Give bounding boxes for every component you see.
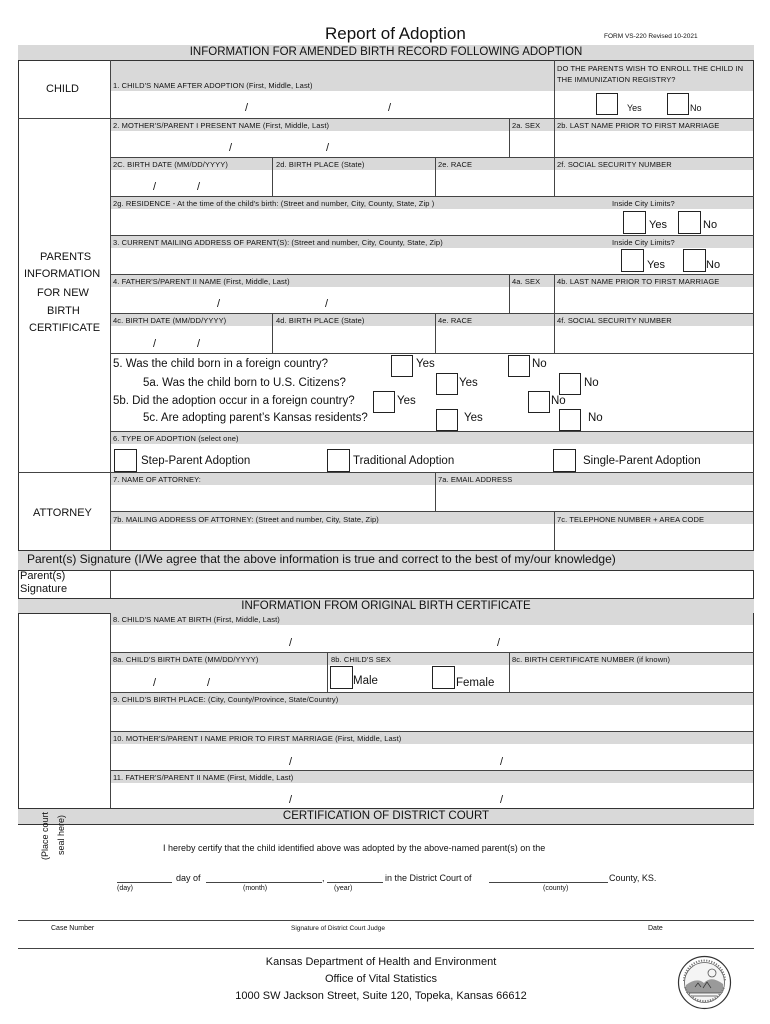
county-ks-text: County, KS. — [609, 873, 657, 883]
field10-label: 10. MOTHER'S/PARENT I NAME PRIOR TO FIRST MARRIAGE (First, Middle, Last) — [113, 734, 402, 743]
field2d-label: 2d. BIRTH PLACE (State) — [276, 160, 365, 169]
field7a-label: 7a. EMAIL ADDRESS — [438, 475, 513, 484]
court-seal-label: seal here) — [56, 814, 66, 855]
immunization-no-label: No — [690, 103, 702, 113]
divider — [272, 314, 273, 353]
male-label: Male — [353, 675, 378, 687]
single-parent-label: Single-Parent Adoption — [583, 455, 701, 467]
residence-city-no-label: No — [703, 219, 718, 231]
slash: / — [500, 794, 504, 806]
slash: / — [217, 298, 221, 310]
slash: / — [197, 338, 201, 350]
slash: / — [289, 794, 293, 806]
divider — [327, 653, 328, 692]
signature-statement: Parent(s) Signature (I/We agree that the above information is true and correct to the best of my/our knowledge) — [27, 552, 616, 566]
blank-year — [327, 882, 383, 883]
divider — [435, 158, 436, 196]
inside-city-label: Inside City Limits? — [612, 199, 675, 208]
section-amended-header: INFORMATION FOR AMENDED BIRTH RECORD FOLLOWING ADOPTION — [18, 45, 754, 61]
bottom-rule — [18, 948, 754, 949]
q5c-yes-label: Yes — [464, 412, 483, 424]
field11-label: 11. FATHER'S/PARENT II NAME (First, Middle, Last) — [113, 773, 294, 782]
q5b-no-label: No — [551, 395, 566, 407]
q5-no-label: No — [532, 358, 547, 370]
footer-office: Office of Vital Statistics — [324, 973, 438, 985]
blank-month — [206, 882, 322, 883]
field4e-label: 4e. RACE — [438, 316, 473, 325]
female-label: Female — [456, 677, 495, 689]
mailing-city-no-checkbox[interactable] — [683, 249, 706, 272]
slash: / — [153, 677, 157, 689]
divider — [435, 314, 436, 353]
day-of-text: day of — [176, 873, 201, 883]
case-number-label: Case Number — [51, 925, 95, 932]
traditional-checkbox[interactable] — [327, 449, 350, 472]
divider — [554, 275, 555, 313]
q5a-no-label: No — [584, 377, 599, 389]
divider — [554, 512, 555, 550]
divider — [435, 473, 436, 511]
field2b-label: 2b. LAST NAME PRIOR TO FIRST MARRIAGE — [557, 121, 720, 130]
slash: / — [153, 338, 157, 350]
slash: / — [245, 102, 249, 114]
field4b-label: 4b. LAST NAME PRIOR TO FIRST MARRIAGE — [557, 277, 720, 286]
divider — [509, 119, 510, 157]
slash: / — [388, 102, 392, 114]
comma: , — [322, 873, 325, 883]
footer-agency: Kansas Department of Health and Environment — [265, 956, 497, 968]
field4-label: 4. FATHER'S/PARENT II NAME (First, Middle, Last) — [113, 277, 290, 286]
parents-label: INFORMATION — [24, 268, 101, 280]
county-caption: (county) — [543, 885, 569, 892]
footer — [200, 954, 562, 1005]
question5a: 5a. Was the child born to U.S. Citizens? — [143, 377, 346, 389]
q5c-yes-checkbox[interactable] — [436, 409, 458, 431]
mailing-city-yes-label: Yes — [647, 259, 665, 271]
field4c-label: 4c. BIRTH DATE (MM/DD/YYYY) — [113, 316, 227, 325]
q5-yes-checkbox[interactable] — [391, 355, 413, 377]
slash: / — [153, 181, 157, 193]
field2-label: 2. MOTHER'S/PARENT I PRESENT NAME (First, Middle, Last) — [113, 121, 330, 130]
field2f-label: 2f. SOCIAL SECURITY NUMBER — [557, 160, 672, 169]
field8a-label: 8a. CHILD'S BIRTH DATE (MM/DD/YYYY) — [113, 655, 259, 664]
signature-line — [18, 920, 754, 921]
immunization-yes-checkbox[interactable] — [596, 93, 618, 115]
field4f-label: 4f. SOCIAL SECURITY NUMBER — [557, 316, 672, 325]
male-checkbox[interactable] — [330, 666, 353, 689]
inside-city-label: Inside City Limits? — [612, 238, 675, 247]
attorney-label: ATTORNEY — [33, 507, 92, 519]
parent-signature-label: Signature — [20, 583, 68, 595]
q5a-yes-label: Yes — [459, 377, 478, 389]
day-caption: (day) — [117, 885, 133, 892]
question5c: 5c. Are adopting parent’s Kansas residents? — [143, 412, 368, 424]
field4a-label: 4a. SEX — [512, 277, 541, 286]
question5b: 5b. Did the adoption occur in a foreign country? — [113, 395, 355, 407]
question5: 5. Was the child born in a foreign country? — [113, 358, 328, 370]
field-shade — [111, 473, 753, 485]
step-parent-label: Step-Parent Adoption — [141, 455, 251, 467]
q5c-no-label: No — [588, 412, 603, 424]
slash: / — [326, 142, 330, 154]
field2g-label: 2g. RESIDENCE - At the time of the child's birth: (Street and number, City, County, State, Zip ) — [113, 199, 435, 208]
q5-yes-label: Yes — [416, 358, 435, 370]
field7b-label: 7b. MAILING ADDRESS OF ATTORNEY: (Street and number, City, State, Zip) — [113, 515, 379, 524]
divider — [272, 158, 273, 196]
field9-label: 9. CHILD'S BIRTH PLACE: (City, County/Province, State/Country) — [113, 695, 339, 704]
slash: / — [229, 142, 233, 154]
immunization-no-checkbox[interactable] — [667, 93, 689, 115]
year-caption: (year) — [334, 885, 353, 892]
slash: / — [197, 181, 201, 193]
field1-label: 1. CHILD'S NAME AFTER ADOPTION (First, Middle, Last) — [113, 81, 313, 90]
blank-day — [117, 882, 172, 883]
mailing-city-no-label: No — [706, 259, 721, 271]
mailing-city-yes-checkbox[interactable] — [621, 249, 644, 272]
immunization-question: DO THE PARENTS WISH TO ENROLL THE CHILD IN THE IMMUNIZATION REGISTRY? — [557, 64, 744, 84]
female-checkbox[interactable] — [432, 666, 455, 689]
field7c-label: 7c. TELEPHONE NUMBER + AREA CODE — [557, 515, 705, 524]
field8b-label: 8b. CHILD'S SEX — [331, 655, 392, 664]
parent-signature-field[interactable] — [111, 570, 753, 598]
parents-label: PARENTS — [40, 251, 92, 263]
divider — [509, 653, 510, 692]
slash: / — [289, 637, 293, 649]
slash: / — [325, 298, 329, 310]
blank-county — [489, 882, 608, 883]
form-title: Report of Adoption — [325, 24, 466, 43]
divider — [554, 119, 555, 157]
field2c-label: 2C. BIRTH DATE (MM/DD/YYYY) — [113, 160, 228, 169]
divider — [509, 275, 510, 313]
field6-label: 6. TYPE OF ADOPTION (select one) — [113, 434, 239, 443]
judge-signature-label: Signature of District Court Judge — [291, 925, 385, 932]
field2e-label: 2e. RACE — [438, 160, 473, 169]
section-certification-header: CERTIFICATION OF DISTRICT COURT — [18, 808, 754, 825]
residence-city-no-checkbox[interactable] — [678, 211, 701, 234]
form-number: FORM VS-220 Revised 10-2021 — [604, 33, 698, 40]
parent-signature-label: Parent(s) — [20, 570, 66, 582]
certification-statement: I hereby certify that the child identified above was adopted by the above-named parent(s) on the — [163, 843, 546, 853]
field4d-label: 4d. BIRTH PLACE (State) — [276, 316, 365, 325]
field2a-label: 2a. SEX — [512, 121, 541, 130]
q5a-yes-checkbox[interactable] — [436, 373, 458, 395]
parents-label: CERTIFICATE — [29, 322, 101, 334]
slash: / — [289, 756, 293, 768]
divider — [554, 158, 555, 196]
immunization-yes-label: Yes — [627, 103, 642, 113]
q5a-no-checkbox[interactable] — [559, 373, 581, 395]
kansas-seal-icon — [677, 955, 732, 1010]
slash: / — [500, 756, 504, 768]
single-parent-checkbox[interactable] — [553, 449, 576, 472]
field8-label: 8. CHILD'S NAME AT BIRTH (First, Middle, Last) — [113, 615, 280, 624]
slash: / — [497, 637, 501, 649]
q5b-yes-checkbox[interactable] — [373, 391, 395, 413]
section-original-header: INFORMATION FROM ORIGINAL BIRTH CERTIFICATE — [18, 598, 754, 614]
divider — [554, 314, 555, 353]
in-court-text: in the District Court of — [385, 873, 472, 883]
field3-label: 3. CURRENT MAILING ADDRESS OF PARENT(S): (Street and number, City, County, State, Zip) — [113, 238, 443, 247]
month-caption: (month) — [243, 885, 268, 892]
q5c-no-checkbox[interactable] — [559, 409, 581, 431]
traditional-label: Traditional Adoption — [353, 455, 455, 467]
residence-city-yes-checkbox[interactable] — [623, 211, 646, 234]
field7-label: 7. NAME OF ATTORNEY: — [113, 475, 201, 484]
step-parent-checkbox[interactable] — [114, 449, 137, 472]
parents-label: FOR NEW — [37, 287, 89, 299]
parents-label: BIRTH — [47, 305, 80, 317]
field8c-label: 8c. BIRTH CERTIFICATE NUMBER (if known) — [512, 655, 671, 664]
residence-city-yes-label: Yes — [649, 219, 667, 231]
footer-address: 1000 SW Jackson Street, Suite 120, Topeka, Kansas 66612 — [235, 990, 527, 1002]
date-label: Date — [648, 925, 663, 932]
q5-no-checkbox[interactable] — [508, 355, 530, 377]
q5b-yes-label: Yes — [397, 395, 416, 407]
divider — [110, 353, 754, 354]
court-seal-label: (Place court — [40, 811, 50, 860]
child-label: CHILD — [46, 83, 80, 95]
q5b-no-checkbox[interactable] — [528, 391, 550, 413]
slash: / — [207, 677, 211, 689]
